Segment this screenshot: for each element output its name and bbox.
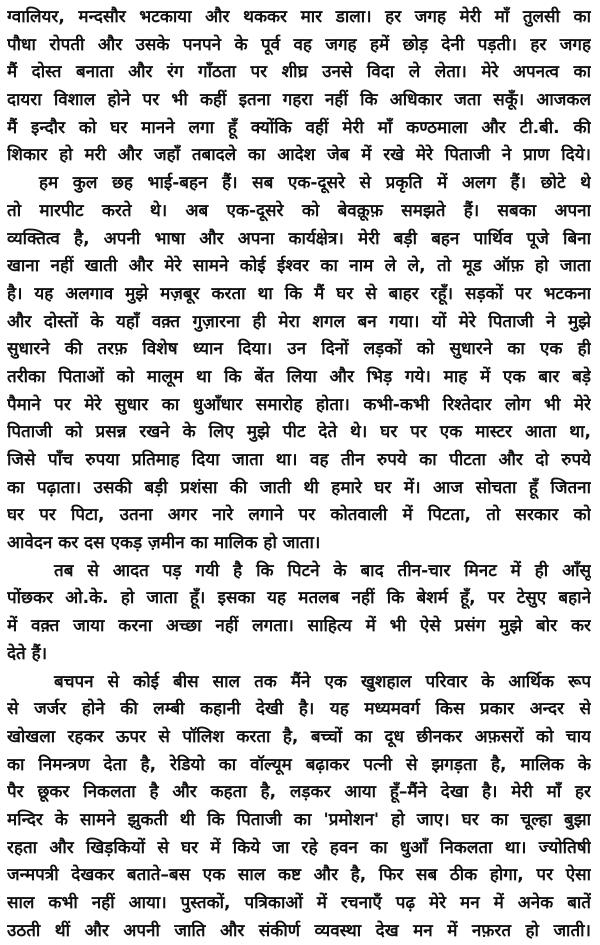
text-line: जन्मपत्री देखकर बताते–बस एक साल कष्ट और है, फिर सब ठीक होगा, पर ऐसा <box>7 862 591 890</box>
text-line: ग्वालियर, मन्दसौर भटकाया और थककर मार डाला। हर जगह मेरी माँ तुलसी का <box>7 4 591 32</box>
text-line: में वक़्त जाया करना अच्छा नहीं लगता। साहित्य में भी ऐसे प्रसंग मुझे बोर कर <box>7 613 591 641</box>
paragraph-2 <box>7 170 591 558</box>
paragraph-4 <box>7 669 591 945</box>
text-line: तब से आदत पड़ गयी है कि पिटने के बाद तीन-चार मिनट में ही आँसू <box>7 558 591 586</box>
text-line: पौधा रोपती और उसके पनपने के पूर्व वह जगह हमें छोड़ देनी पड़ती। हर जगह <box>7 32 591 60</box>
text-line: आवेदन कर दस एकड़ ज़मीन का मालिक हो जाता। <box>7 530 591 558</box>
paragraph-1 <box>7 4 591 170</box>
text-line: है। यह अलगाव मुझे मज़बूर करता था कि मैं घर से बाहर रहूँ। सड़कों पर भटकना <box>7 281 591 309</box>
text-line: जिसे पाँच रुपया प्रतिमाह दिया जाता था। वह तीन रुपये का पीटता और दो रुपये <box>7 447 591 475</box>
text-line: से जर्जर होने की लम्बी कहानी देखी है। यह मध्यमवर्ग किस प्रकार अन्दर से <box>7 696 591 724</box>
text-line: शिकार हो मरी और जहाँ तबादले का आदेश जेब में रखे मेरे पिताजी ने प्राण दिये। <box>7 142 591 170</box>
text-line: पैर छूकर निकलता है और कहता है, लड़कर आया हूँ–मैंने देखा है। मेरी माँ हर <box>7 779 591 807</box>
text-line: खाना नहीं खाती और मेरे सामने कोई ईश्वर का नाम ले ले, तो मूड ऑफ़ हो जाता <box>7 253 591 281</box>
paragraph-3 <box>7 558 591 669</box>
text-line: और दोस्तों के यहाँ वक़्त गुज़ारना ही मेरा शगल बन गया। यों मेरे पिताजी ने मुझे <box>7 309 591 337</box>
text-line: मैं इन्दौर को घर मानने लगा हूँ क्योंकि वहीं मेरी माँ कण्ठमाला और टी.बी. की <box>7 115 591 143</box>
text-line: पिताजी को प्रसन्न रखने के लिए मुझे पीट देते थे। घर पर एक मास्टर आता था, <box>7 419 591 447</box>
text-line: देते हैं। <box>7 641 591 669</box>
text-line: मन्दिर के सामने झुकती थी कि पिताजी का 'प्रमोशन' हो जाए। घर का चूल्हा बुझा <box>7 807 591 835</box>
text-line: बचपन से कोई बीस साल तक मैंने एक खुशहाल परिवार के आर्थिक रूप <box>7 669 591 697</box>
text-line: खोखला रहकर ऊपर से पॉलिश करता है, बच्चों का दूध छीनकर अफ़सरों को चाय <box>7 724 591 752</box>
text-line: मैं दोस्त बनाता और रंग गाँठता पर शीघ्र उनसे विदा ले लेता। मेरे अपनत्व का <box>7 59 591 87</box>
text-line: सुधारने की तरफ़ विशेष ध्यान दिया। उन दिनों लड़कों को सुधारने का एक ही <box>7 336 591 364</box>
text-line: हम कुल छह भाई-बहन हैं। सब एक-दूसरे से प्रकृति में अलग हैं। छोटे थे <box>7 170 591 198</box>
text-line: घर पर पिटा, उतना अगर नारे लगाने पर कोतवाली में पिटता, तो सरकार को <box>7 502 591 530</box>
text-line: पैमाने पर मेरे सुधार का धुआँधार समारोह होता। कभी-कभी रिश्तेदार लोग भी मेरे <box>7 392 591 420</box>
text-line: दायरा विशाल होने पर भी कहीं इतना गहरा नहीं कि अधिकार जता सकूँ। आजकल <box>7 87 591 115</box>
text-line: तरीका पिताओं को मालूम था कि बेंत लिया और भिड़ गये। माह में एक बार बड़े <box>7 364 591 392</box>
text-line: व्यक्तित्व है, अपनी भाषा और अपना कार्यक्षेत्र। मेरी बड़ी बहन पार्थिव पूजे बिना <box>7 226 591 254</box>
text-line: का पढ़ाता। उसकी बड़ी प्रशंसा की जाती थी हमारे घर में। आज सोचता हूँ जितना <box>7 475 591 503</box>
text-line: उठती थीं और अपनी जाति और संकीर्ण व्यवस्था देख मन में नफ़रत हो जाती। <box>7 918 591 945</box>
text-line: साल कभी नहीं आया। पुस्तकों, पत्रिकाओं में रचनाएँ पढ़ मेरे मन में अनेक बातें <box>7 890 591 918</box>
text-line: तो मारपीट करते थे। अब एक-दूसरे को बेवक़ूफ़ समझते हैं। सबका अपना <box>7 198 591 226</box>
text-line: रहता और खिड़कियों से घर में किये जा रहे हवन का धुआँ निकलता था। ज्योतिषी <box>7 835 591 863</box>
text-line: का निमन्त्रण देता है, रेडियो का वॉल्यूम बढ़ाकर पत्नी से झगड़ता है, मालिक के <box>7 752 591 780</box>
text-line: पोंछकर ओ.के. हो जाता हूँ। इसका यह मतलब नहीं कि बेशर्म हूँ, पर टेसुए बहाने <box>7 585 591 613</box>
